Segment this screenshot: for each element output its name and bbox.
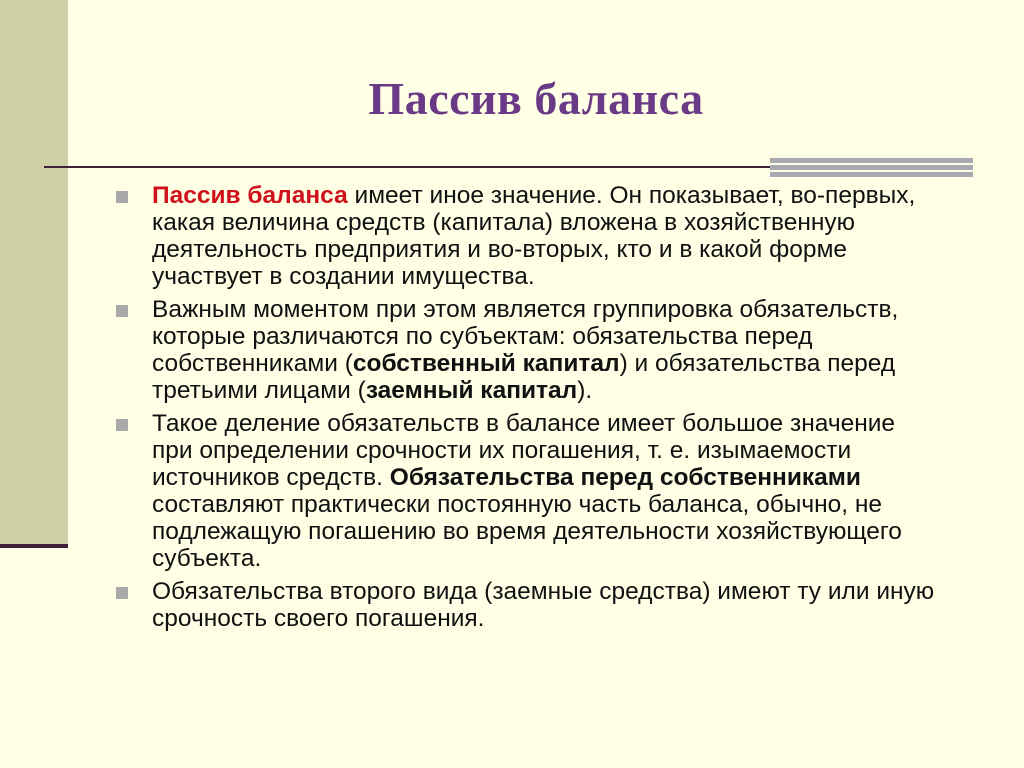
bullet-text: составляют практически постоянную часть баланса, обычно, не подлежащую погашению во время деятельности хозяйствующего субъекта. [152, 491, 902, 572]
square-bullet-icon [116, 587, 128, 599]
bullet-text: ) и обязательства перед третьими лицами ( [152, 350, 896, 404]
bullet-text: Важным моментом при этом является группировка обязательств, которые различаются по субъектам: обязательства перед собственниками ( [152, 296, 899, 377]
bold-term: заемный капитал [365, 377, 578, 404]
title-divider-accent [770, 158, 973, 177]
bullet-item-3 [112, 410, 942, 572]
bullet-item-1 [112, 182, 942, 290]
slide-title: Пассив баланса [368, 73, 704, 124]
bullet-text: ). [577, 377, 593, 404]
side-decoration-line [0, 544, 68, 548]
bullet-item-2 [112, 296, 942, 404]
square-bullet-icon [116, 419, 128, 431]
bullet-text: Такое деление обязательств в балансе имеет большое значение при определении срочности их погашения, т. е. изымаемости источников средств. [152, 410, 896, 491]
square-bullet-icon [116, 305, 128, 317]
bullet-text: имеет иное значение. Он показывает, во-первых, какая величина средств (капитала) вложена в хозяйственную деятельность предприятия и во-вторых, кто и в какой форме участвует в создании имущества. [152, 182, 916, 290]
bullet-text: Обязательства второго вида (заемные средства) имеют ту или иную срочность своего погашения. [152, 578, 935, 632]
square-bullet-icon [116, 191, 128, 203]
bold-term: собственный капитал [352, 350, 620, 377]
bold-term: Обязательства перед собственниками [389, 464, 861, 491]
bullet-list [112, 182, 942, 638]
bullet-item-4 [112, 578, 942, 632]
title-divider-line [44, 166, 770, 168]
highlighted-term: Пассив баланса [152, 182, 348, 209]
